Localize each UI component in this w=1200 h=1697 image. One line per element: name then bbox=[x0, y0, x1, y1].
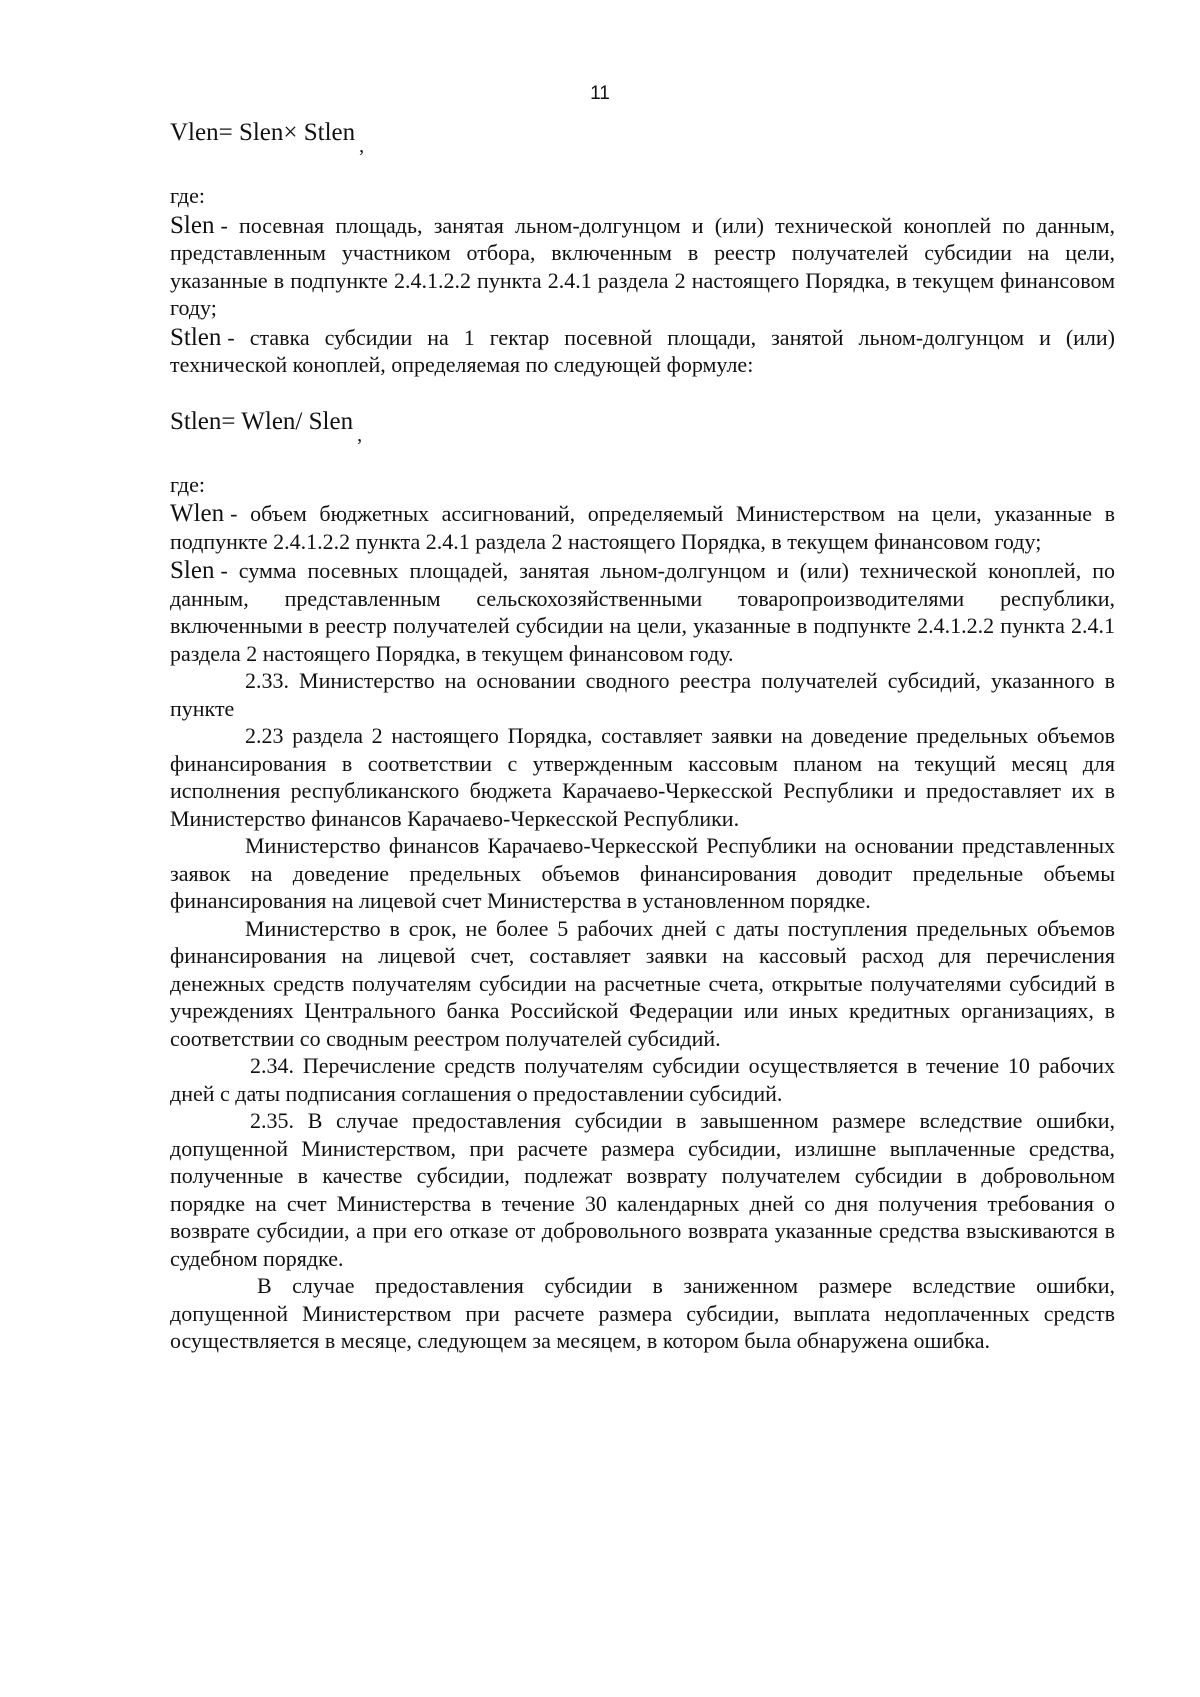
definition-wlen-text: - объем бюджетных ассигнований, определяемый Министерством на цели, указанные в подпункте 2.4.1.2.2 пункта 2.4.1 раздела 2 настоящего Порядка, в текущем финансовом году; bbox=[170, 501, 1115, 554]
symbol-slen-sum: Slen bbox=[170, 557, 215, 584]
where-label-1: где: bbox=[170, 183, 205, 208]
document-body bbox=[170, 118, 1115, 1355]
paragraph-minfin: Министерство финансов Карачаево-Черкесской Республики на основании представленных заявок на доведение предельных объемов финансирования доводит предельные объемы финансирования на лицевой счет Министерства в установленном порядке. bbox=[170, 833, 1115, 913]
where-label-2: где: bbox=[170, 471, 205, 497]
formula-vlen bbox=[170, 118, 1115, 164]
page-number: 11 bbox=[590, 83, 610, 104]
paragraph-2-23-continuation: 2.23 раздела 2 настоящего Порядка, составляет заявки на доведение предельных объемов финансирования в соответствии с утвержденным кассовым планом на текущий месяц для исполнения республиканского бюджета Карачаево-Черкесской Республики и предоставляет их в Министерство финансов Карачаево-Черкесской Республики. bbox=[170, 723, 1115, 831]
definition-slen-sum bbox=[170, 557, 1115, 667]
paragraph-2-33: 2.33. Министерство на основании сводного реестра получателей субсидий, указанного в пункте bbox=[170, 668, 1115, 721]
formula-vlen-comma: , bbox=[359, 135, 365, 157]
symbol-slen: Slen bbox=[170, 211, 215, 239]
paragraph-underpayment: В случае предоставления субсидии в заниженном размере вследствие ошибки, допущенной Министерством при расчете размера субсидии, выплата недоплаченных средств осуществляется в месяце, следующем за месяцем, в котором была обнаружена ошибка. bbox=[170, 1273, 1115, 1353]
definition-wlen bbox=[170, 500, 1115, 555]
paragraph-ministry-term: Министерство в срок, не более 5 рабочих дней с даты поступления предельных объемов финансирования на лицевой счет, составляет заявки на кассовый расход для перечисления денежных средств получателям субсидии на расчетные счета, открытые получателями субсидий в учреждениях Центрального банка Российской Федерации или иных кредитных организациях, в соответствии со сводным реестром получателей субсидий. bbox=[170, 915, 1115, 1051]
definition-slen bbox=[170, 212, 1115, 322]
definition-slen-text: - посевная площадь, занятая льном-долгунцом и (или) технической коноплей по данным, представленным участником отбора, включенным в реестр получателей субсидии на цели, указанные в подпункте 2.4.1.2.2 пункта 2.4.1 раздела 2 настоящего Порядка, в текущем финансовом году; bbox=[170, 212, 1115, 320]
formula-stlen-comma: , bbox=[357, 423, 363, 446]
formula-vlen-text: Vlen= Slen× Stlen bbox=[170, 119, 356, 146]
symbol-stlen: Stlen bbox=[170, 323, 222, 351]
formula-stlen-text: Stlen= Wlen/ Slen bbox=[170, 407, 354, 435]
formula-stlen bbox=[170, 407, 1115, 453]
definition-slen-sum-text: - сумма посевных площадей, занятая льном-долгунцом и (или) технической коноплей, по данным, представленным сельскохозяйственными товаропроизводителями республики, включенными в реестр получателей субсидии на цели, указанные в подпункте 2.4.1.2.2 пункта 2.4.1 раздела 2 настоящего Порядка, в текущем финансовом году. bbox=[170, 558, 1115, 666]
symbol-wlen: Wlen bbox=[170, 500, 225, 527]
definition-stlen bbox=[170, 324, 1115, 379]
definition-stlen-text: - ставка субсидии на 1 гектар посевной площади, занятой льном-долгунцом и (или) технической коноплей, определяемая по следующей формуле: bbox=[170, 324, 1115, 377]
paragraph-2-34: 2.34. Перечисление средств получателям субсидии осуществляется в течение 10 рабочих дней с даты подписания соглашения о предоставлении субсидий. bbox=[170, 1053, 1115, 1106]
paragraph-2-35: 2.35. В случае предоставления субсидии в завышенном размере вследствие ошибки, допущенной Министерством, при расчете размера субсидии, излишне выплаченные средства, полученные в качестве субсидии, подлежат возврату получателем субсидии в добровольном порядке на счет Министерства в течение 30 календарных дней со дня получения требования о возврате субсидии, а при его отказе от добровольного возврата указанные средства взыскиваются в судебном порядке. bbox=[170, 1108, 1115, 1271]
